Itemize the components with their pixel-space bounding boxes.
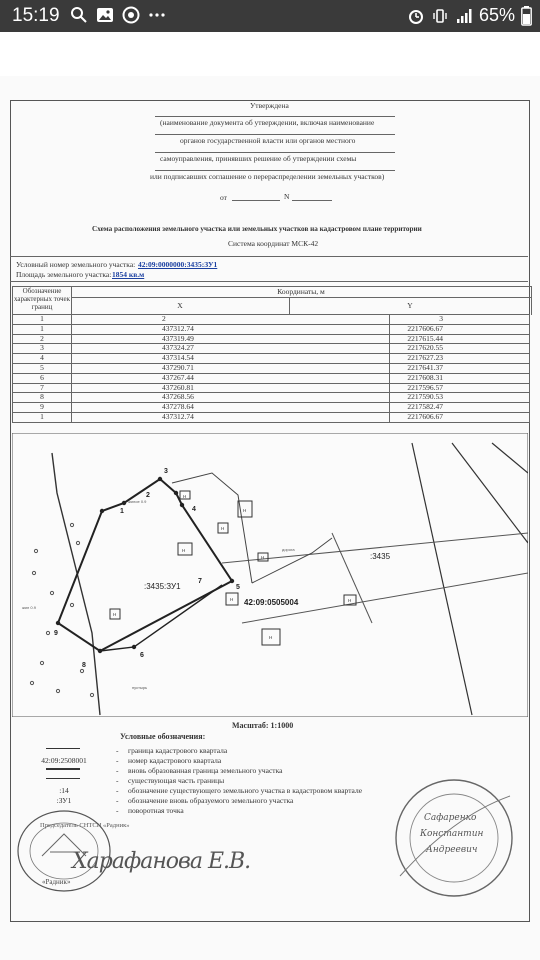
image-icon xyxy=(96,6,114,24)
coordinates-table xyxy=(12,314,530,423)
x-coordinate: 437324.27 xyxy=(72,344,390,354)
cadastral-number-label: Условный номер земельного участка: xyxy=(16,260,136,269)
y-coordinate: 2217620.55 xyxy=(390,344,530,354)
number-label: N xyxy=(284,192,290,201)
document-page[interactable] xyxy=(0,76,540,960)
point-number: 3 xyxy=(13,344,72,354)
table-row xyxy=(13,334,530,344)
vibrate-icon xyxy=(431,7,449,25)
legend-dash: - xyxy=(116,806,119,815)
point-number: 2 xyxy=(13,334,72,344)
point-number: 4 xyxy=(13,354,72,364)
y-header: Y xyxy=(407,301,413,310)
y-coordinate: 2217596.57 xyxy=(390,383,530,393)
point-number: 6 xyxy=(13,373,72,383)
y-coordinate: 2217590.53 xyxy=(390,393,530,403)
from-label: от xyxy=(220,193,227,202)
left-stamp-caption: Председатель СНТСН «Радник» xyxy=(40,822,130,829)
area-value: 1854 кв.м xyxy=(112,270,145,279)
right-stamp-line-3: Андреевич xyxy=(426,845,478,855)
y-coordinate: 2217606.67 xyxy=(390,412,530,422)
cadastral-map[interactable] xyxy=(12,433,528,717)
point-label-4: 4 xyxy=(192,506,196,513)
y-coordinate: 2217615.44 xyxy=(390,334,530,344)
right-stamp xyxy=(380,776,528,900)
y-coordinate: 2217627.23 xyxy=(390,354,530,364)
table-row xyxy=(13,324,530,334)
point-number: 5 xyxy=(13,363,72,373)
building-mark: Н xyxy=(243,508,247,513)
legend-dash: - xyxy=(116,746,119,755)
legend-text: поворотная точка xyxy=(128,806,184,815)
approval-line-2: органов государственной власти или органов местного xyxy=(180,136,356,145)
chrome-icon xyxy=(122,6,140,24)
quarter-label: 42:09:0505004 xyxy=(244,598,299,607)
tiny-label: пустырь xyxy=(132,685,148,690)
battery-level: 65% xyxy=(478,5,515,25)
approval-line xyxy=(155,116,395,117)
legend-title: Условные обозначения: xyxy=(120,732,206,741)
index-cell: 3 xyxy=(390,315,530,325)
viewer-margin xyxy=(0,32,540,76)
index-cell: 2 xyxy=(72,315,390,325)
legend-symbol: :14 xyxy=(59,786,69,795)
point-label-6: 6 xyxy=(140,652,144,659)
tiny-label: дорога xyxy=(282,547,295,552)
y-coordinate: 2217608.31 xyxy=(390,373,530,383)
legend-symbol: 42:09:2508001 xyxy=(41,756,87,765)
right-stamp-line-2: Константин xyxy=(420,829,484,839)
legend-text: номер кадастрового квартала xyxy=(128,756,222,765)
table-row xyxy=(13,383,530,393)
y-coordinate: 2217606.67 xyxy=(390,324,530,334)
point-label-9: 9 xyxy=(54,630,58,637)
notification-icons xyxy=(70,6,166,24)
tiny-label: жилое 0.9 xyxy=(128,499,147,504)
map-frame xyxy=(12,433,528,717)
legend-symbol: :ЗУ1 xyxy=(56,796,72,805)
left-stamp-text: «Радник» xyxy=(42,878,71,886)
legend-text: существующая часть границы xyxy=(128,776,225,785)
x-coordinate: 437278.64 xyxy=(72,403,390,413)
area-label: Площадь земельного участка: xyxy=(16,270,112,279)
building-mark: Н xyxy=(230,597,234,602)
x-coordinate: 437260.81 xyxy=(72,383,390,393)
building-mark: Н xyxy=(348,598,352,603)
approval-line xyxy=(155,134,395,135)
more-icon xyxy=(148,6,166,24)
legend-dash: - xyxy=(116,796,119,805)
point-label-3: 3 xyxy=(164,468,168,475)
divider xyxy=(10,281,528,282)
x-header: X xyxy=(71,297,290,315)
point-number: 1 xyxy=(13,412,72,422)
approval-line-4: или подписавших соглашение о перераспределении земельных участков) xyxy=(150,172,385,181)
right-stamp-line-1: Сафаренко xyxy=(424,813,477,823)
approval-line-1: (наименование документа об утверждении, включая наименование xyxy=(160,118,375,127)
point-label-2: 2 xyxy=(146,492,150,499)
legend-dash: - xyxy=(116,786,119,795)
legend-dash: - xyxy=(116,756,119,765)
legend-text: обозначение существующего земельного участка в кадастровом квартале xyxy=(128,786,363,795)
legend-line-sample xyxy=(46,748,80,749)
point-label-7: 7 xyxy=(198,578,202,585)
coordinate-system: Система координат МСК-42 xyxy=(228,239,319,248)
signal-icon xyxy=(455,7,473,25)
table-row xyxy=(13,403,530,413)
legend-text: граница кадастрового квартала xyxy=(128,746,228,755)
building-mark: Н xyxy=(113,612,117,617)
approval-line xyxy=(155,170,395,171)
scheme-title: Схема расположения земельного участка или земельных участков на кадастровом плане территории xyxy=(92,225,422,233)
divider xyxy=(10,256,528,257)
legend-dash: - xyxy=(116,766,119,775)
parcel-label: :3435:ЗУ1 xyxy=(144,582,181,591)
building-mark: Н xyxy=(183,494,187,499)
map-scale: Масштаб: 1:1000 xyxy=(232,721,294,730)
table-row xyxy=(13,363,530,373)
legend-line-sample xyxy=(46,778,80,779)
search-icon xyxy=(70,6,88,24)
point-number: 8 xyxy=(13,393,72,403)
legend-dash: - xyxy=(116,776,119,785)
status-time: 15:19 xyxy=(12,5,60,26)
neighbor-label: :3435 xyxy=(370,552,391,561)
number-line xyxy=(292,200,332,201)
y-coordinate: 2217641.37 xyxy=(390,363,530,373)
x-coordinate: 437267.44 xyxy=(72,373,390,383)
legend-text: обозначение вновь образуемого земельного участка xyxy=(128,796,294,805)
index-cell: 1 xyxy=(13,315,72,325)
table-row xyxy=(13,354,530,364)
point-number: 9 xyxy=(13,403,72,413)
approval-line-3: самоуправления, принявших решение об утверждении схемы xyxy=(160,154,357,163)
point-number: 1 xyxy=(13,324,72,334)
y-coordinate: 2217582.47 xyxy=(390,403,530,413)
x-coordinate: 437319.49 xyxy=(72,334,390,344)
cadastral-number-value: 42:09:0000000:3435:ЗУ1 xyxy=(138,260,218,269)
x-coordinate: 437290.71 xyxy=(72,363,390,373)
building-mark: Н xyxy=(182,548,186,553)
legend-text: вновь образованная граница земельного участка xyxy=(128,766,283,775)
tiny-label: жил 0.9 xyxy=(22,605,36,610)
handwritten-signature: Харафанова Е.В. xyxy=(72,849,251,874)
approved-heading: Утверждена xyxy=(250,101,289,110)
x-coordinate: 437312.74 xyxy=(72,412,390,422)
building-mark: Н xyxy=(261,555,265,560)
point-label-1: 1 xyxy=(120,508,124,515)
legend-line-sample xyxy=(46,768,80,770)
system-icons xyxy=(407,5,532,26)
table-row xyxy=(13,373,530,383)
building-mark: Н xyxy=(269,635,273,640)
x-coordinate: 437268.56 xyxy=(72,393,390,403)
alarm-icon xyxy=(407,7,425,25)
x-coordinate: 437314.54 xyxy=(72,354,390,364)
table-index-row xyxy=(13,315,530,325)
table-row xyxy=(13,412,530,422)
building-mark: Н xyxy=(221,526,225,531)
approval-line xyxy=(155,152,395,153)
x-coordinate: 437312.74 xyxy=(72,324,390,334)
table-header xyxy=(12,286,532,315)
point-label-5: 5 xyxy=(236,584,240,591)
table-row xyxy=(13,344,530,354)
coords-header: Координаты, м xyxy=(71,287,531,298)
date-line xyxy=(232,200,280,201)
status-bar xyxy=(0,0,540,32)
point-label-8: 8 xyxy=(82,662,86,669)
point-number: 7 xyxy=(13,383,72,393)
battery-icon xyxy=(521,6,532,26)
table-row xyxy=(13,393,530,403)
points-header: Обозначение характерных точек границ xyxy=(13,287,72,315)
